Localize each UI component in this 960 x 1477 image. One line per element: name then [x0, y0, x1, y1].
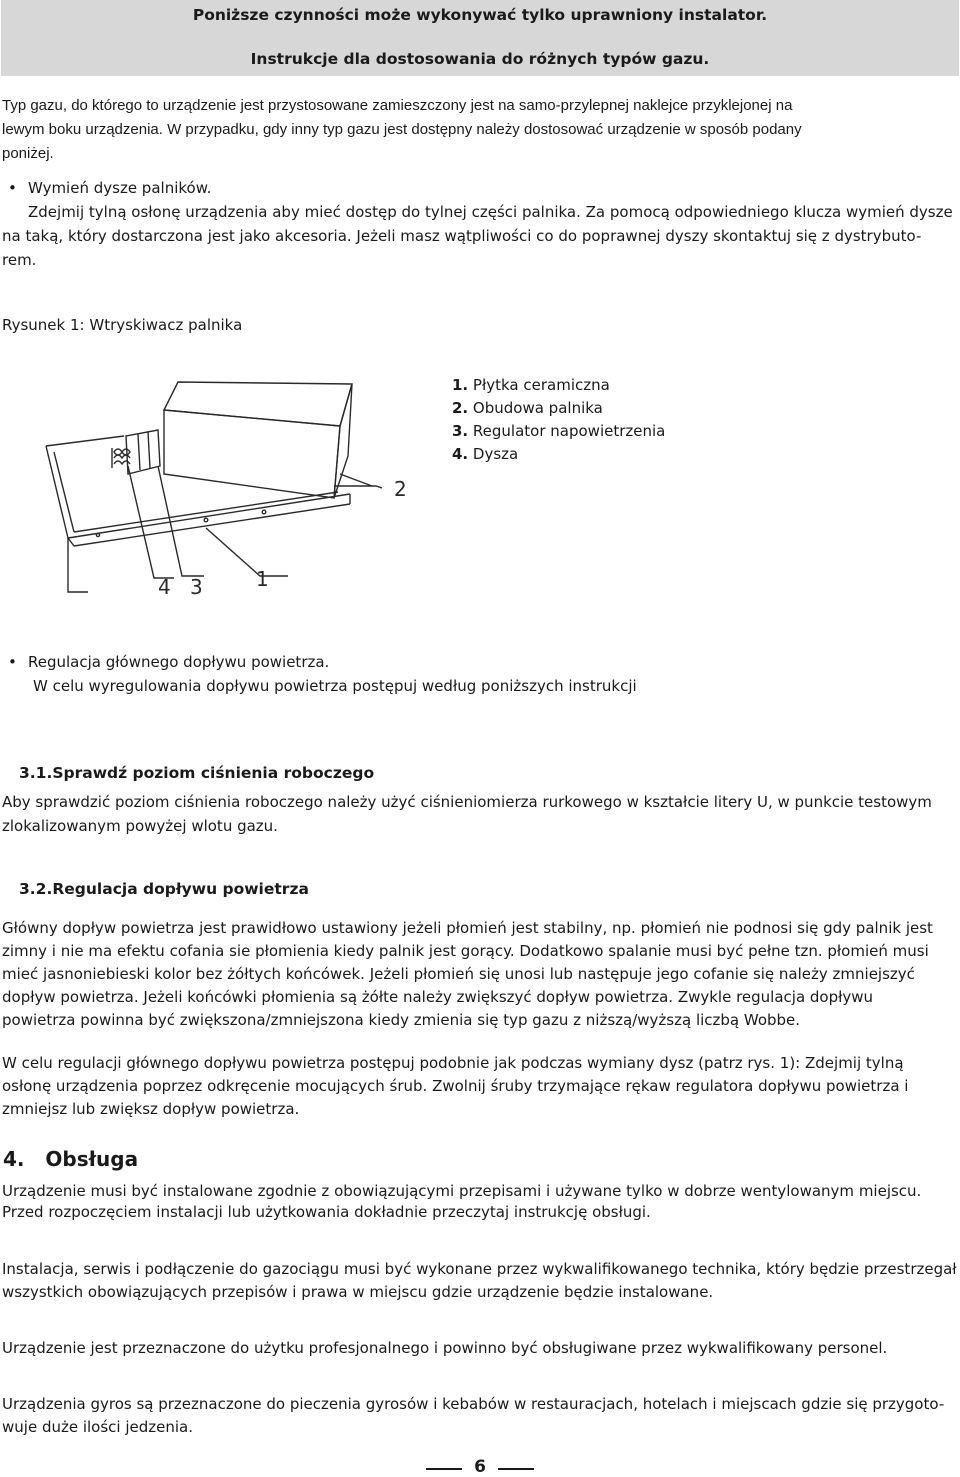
section-3-1-heading: 3.1.Sprawdź poziom ciśnienia roboczego — [19, 764, 375, 782]
footer-dash-left — [426, 1468, 462, 1470]
bullet-icon: • — [8, 179, 17, 197]
legend-item-4: 4. Dysza — [452, 445, 519, 463]
s32-p1-line-5: powietrza powinna być zwiększona/zmniejszona kiedy zmienia się typ gazu z niższą/wyższą liczbą Wobbe. — [2, 1011, 801, 1029]
bullet-icon: • — [8, 653, 17, 671]
s32-p1-line-4: dopływ powietrza. Jeżeli końcówki płomienia są żółte należy zwiększyć dopływ powietrza. Zwykle regulacja dopływu — [2, 988, 874, 1006]
s4-p1-line-2: Przed rozpoczęciem instalacji lub użytkowania dokładnie przeczytaj instrukcję obsługi. — [2, 1203, 651, 1221]
section-4-heading: 4. Obsługa — [3, 1147, 139, 1171]
s4-p4-line-2: wuje duże ilości jedzenia. — [2, 1418, 194, 1436]
page-number: 6 — [474, 1457, 486, 1477]
s32-p2-line-1: W celu regulacji głównego dopływu powietrza postępuj podobnie jak podczas wymiany dysz (patrz rys. 1): Zdejmij tylną — [2, 1054, 904, 1072]
legend-item-2: 2. Obudowa palnika — [452, 399, 603, 417]
legend-item-3: 3. Regulator napowietrzenia — [452, 422, 666, 440]
s4-p2-line-2: wszystkich obowiązujących przepisów i prawa w miejscu gdzie urządzenie będzie instalowane. — [2, 1283, 714, 1301]
air-bullet: Regulacja głównego dopływu powietrza. — [28, 653, 330, 671]
callout-3: 3 — [190, 575, 203, 599]
nozzle-line-3: rem. — [2, 251, 37, 269]
callout-4: 4 — [158, 575, 171, 599]
s32-p1-line-1: Główny dopływ powietrza jest prawidłowo ustawiony jeżeli płomień jest stabilny, np. płomień nie podnosi się gdy palnik jest — [2, 919, 933, 937]
intro-line-2: lewym boku urządzenia. W przypadku, gdy inny typ gazu jest dostępny należy dostosować urządzenie w sposób podany — [2, 121, 802, 138]
burner-injector-diagram — [28, 362, 428, 606]
legend-item-1: 1. Płytka ceramiczna — [452, 376, 610, 394]
nozzle-line-1: Zdejmij tylną osłonę urządzenia aby mieć dostęp do tylnej części palnika. Za pomocą odpowiedniego klucza wymień dysze — [28, 203, 953, 221]
s4-p1-line-1: Urządzenie musi być instalowane zgodnie z obowiązującymi przepisami i używane tylko w dobrze wentylowanym miejscu. — [2, 1182, 922, 1200]
nozzle-bullet: Wymień dysze palników. — [28, 179, 212, 197]
s31-line-2: zlokalizowanym powyżej wlotu gazu. — [2, 817, 278, 835]
intro-line-3: poniżej. — [2, 145, 54, 162]
callout-2: 2 — [394, 477, 407, 501]
nozzle-line-2: na taką, który dostarczona jest jako akcesoria. Jeżeli masz wątpliwości co do poprawnej dyszy skontaktuj się z dystrybuto- — [2, 227, 922, 245]
intro-line-1: Typ gazu, do którego to urządzenie jest przystosowane zamieszczony jest na samo-przylepnej naklejce przyklejonej na — [2, 97, 793, 114]
installer-warning: Poniższe czynności może wykonywać tylko uprawniony instalator. — [192, 6, 768, 24]
s4-p3: Urządzenie jest przeznaczone do użytku profesjonalnego i powinno być obsługiwane przez wykwalifikowany personel. — [2, 1339, 888, 1357]
s4-p4-line-1: Urządzenia gyros są przeznaczone do pieczenia gyrosów i kebabów w restauracjach, hotelach i miejscach gdzie się przygoto- — [2, 1395, 945, 1413]
s32-p2-line-3: zmniejsz lub zwiększ dopływ powietrza. — [2, 1100, 300, 1118]
s32-p2-line-2: osłonę urządzenia poprzez odkręcenie mocujących śrub. Zwolnij śruby trzymające rękaw regulatora dopływu powietrza i — [2, 1077, 909, 1095]
callout-1: 1 — [256, 567, 269, 591]
s32-p1-line-2: zimny i nie ma efektu cofania sie płomienia kiedy palnik jest gorący. Dodatkowo spalanie musi być pełne tzn. płomień musi — [2, 942, 929, 960]
s4-p2-line-1: Instalacja, serwis i podłączenie do gazociągu musi być wykonane przez wykwalifikowanego technika, który będzie przestrzegał — [2, 1260, 957, 1278]
air-line-1: W celu wyregulowania dopływu powietrza postępuj według poniższych instrukcji — [33, 677, 637, 695]
gas-adaptation-title: Instrukcje dla dostosowania do różnych typów gazu. — [250, 50, 710, 68]
s31-line-1: Aby sprawdzić poziom ciśnienia roboczego należy użyć ciśnieniomierza rurkowego w kształcie litery U, w punkcie testowym — [2, 793, 932, 811]
warning-banner — [1, 0, 959, 76]
section-3-2-heading: 3.2.Regulacja dopływu powietrza — [19, 880, 309, 898]
figure-caption: Rysunek 1: Wtryskiwacz palnika — [2, 316, 243, 334]
s32-p1-line-3: mieć jasnoniebieski kolor bez żółtych końcówek. Jeżeli płomień się unosi lub następuje jego cofanie się należy zmniejszyć — [2, 965, 915, 983]
footer-dash-right — [498, 1468, 534, 1470]
